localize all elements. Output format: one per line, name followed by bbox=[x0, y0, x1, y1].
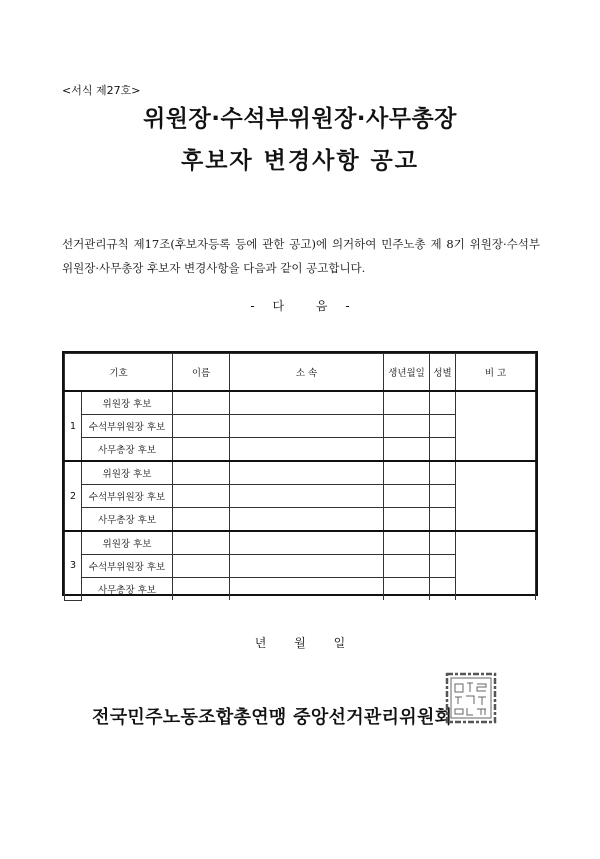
name-cell bbox=[173, 508, 230, 532]
table-row bbox=[65, 531, 536, 555]
role-cell: 수석부위원장 후보 bbox=[82, 555, 173, 578]
role-cell: 사무총장 후보 bbox=[82, 438, 173, 462]
affiliation-cell bbox=[230, 578, 384, 601]
birthdate-cell bbox=[384, 391, 430, 415]
header-remarks: 비 고 bbox=[456, 354, 536, 392]
birthdate-cell bbox=[384, 485, 430, 508]
committee-signature: 전국민주노동조합총연맹 중앙선거관리위원회 bbox=[92, 707, 453, 728]
section-heading bbox=[0, 297, 600, 314]
header-symbol: 기호 bbox=[65, 354, 173, 392]
header-affiliation: 소 속 bbox=[230, 354, 384, 392]
form-number: <서식 제27호> bbox=[62, 84, 141, 97]
affiliation-cell bbox=[230, 508, 384, 532]
name-cell bbox=[173, 555, 230, 578]
gender-cell bbox=[430, 555, 456, 578]
candidate-number: 1 bbox=[65, 391, 82, 461]
name-cell bbox=[173, 485, 230, 508]
gender-cell bbox=[430, 461, 456, 485]
birthdate-cell bbox=[384, 555, 430, 578]
role-cell: 수석부위원장 후보 bbox=[82, 415, 173, 438]
date-line bbox=[0, 634, 600, 651]
role-cell: 위원장 후보 bbox=[82, 531, 173, 555]
header-gender: 성별 bbox=[430, 354, 456, 392]
table-row bbox=[65, 391, 536, 415]
role-cell: 위원장 후보 bbox=[82, 391, 173, 415]
name-cell bbox=[173, 391, 230, 415]
candidate-change-table bbox=[62, 351, 538, 596]
role-cell: 수석부위원장 후보 bbox=[82, 485, 173, 508]
affiliation-cell bbox=[230, 438, 384, 462]
birthdate-cell bbox=[384, 438, 430, 462]
date-year: 년 bbox=[254, 636, 267, 650]
name-cell bbox=[173, 438, 230, 462]
document-title-line1: 위원장·수석부위원장·사무총장 bbox=[143, 106, 457, 132]
role-cell: 위원장 후보 bbox=[82, 461, 173, 485]
remarks-cell bbox=[456, 391, 536, 461]
date-day: 일 bbox=[333, 636, 346, 650]
name-cell bbox=[173, 461, 230, 485]
birthdate-cell bbox=[384, 508, 430, 532]
header-birthdate: 생년월일 bbox=[384, 354, 430, 392]
birthdate-cell bbox=[384, 415, 430, 438]
gender-cell bbox=[430, 438, 456, 462]
affiliation-cell bbox=[230, 391, 384, 415]
gender-cell bbox=[430, 485, 456, 508]
candidate-number: 3 bbox=[65, 531, 82, 600]
candidate-number: 2 bbox=[65, 461, 82, 531]
gender-cell bbox=[430, 531, 456, 555]
remarks-cell bbox=[456, 531, 536, 600]
date-month: 월 bbox=[294, 636, 306, 650]
remarks-cell bbox=[456, 461, 536, 531]
heading-dash-left: - bbox=[250, 299, 255, 313]
table-header-row bbox=[65, 354, 536, 392]
role-cell: 사무총장 후보 bbox=[82, 578, 173, 601]
affiliation-cell bbox=[230, 555, 384, 578]
affiliation-cell bbox=[230, 461, 384, 485]
gender-cell bbox=[430, 391, 456, 415]
official-seal bbox=[445, 672, 497, 724]
name-cell bbox=[173, 531, 230, 555]
header-name: 이름 bbox=[173, 354, 230, 392]
gender-cell bbox=[430, 415, 456, 438]
heading-char: 음 bbox=[315, 299, 328, 313]
table-row bbox=[65, 461, 536, 485]
affiliation-cell bbox=[230, 415, 384, 438]
affiliation-cell bbox=[230, 485, 384, 508]
birthdate-cell bbox=[384, 531, 430, 555]
gender-cell bbox=[430, 508, 456, 532]
heading-char: 다 bbox=[272, 299, 285, 313]
gender-cell bbox=[430, 578, 456, 601]
document-title-line2: 후보자 변경사항 공고 bbox=[181, 148, 419, 174]
name-cell bbox=[173, 578, 230, 601]
heading-dash-right: - bbox=[345, 299, 350, 313]
birthdate-cell bbox=[384, 578, 430, 601]
role-cell: 사무총장 후보 bbox=[82, 508, 173, 532]
name-cell bbox=[173, 415, 230, 438]
notice-paragraph: 선거관리규칙 제17조(후보자등록 등에 관한 공고)에 의거하여 민주노총 제 8기 위원장·수석부위원장·사무총장 후보자 변경사항을 다음과 같이 공고합니다. bbox=[62, 237, 540, 275]
birthdate-cell bbox=[384, 461, 430, 485]
affiliation-cell bbox=[230, 531, 384, 555]
